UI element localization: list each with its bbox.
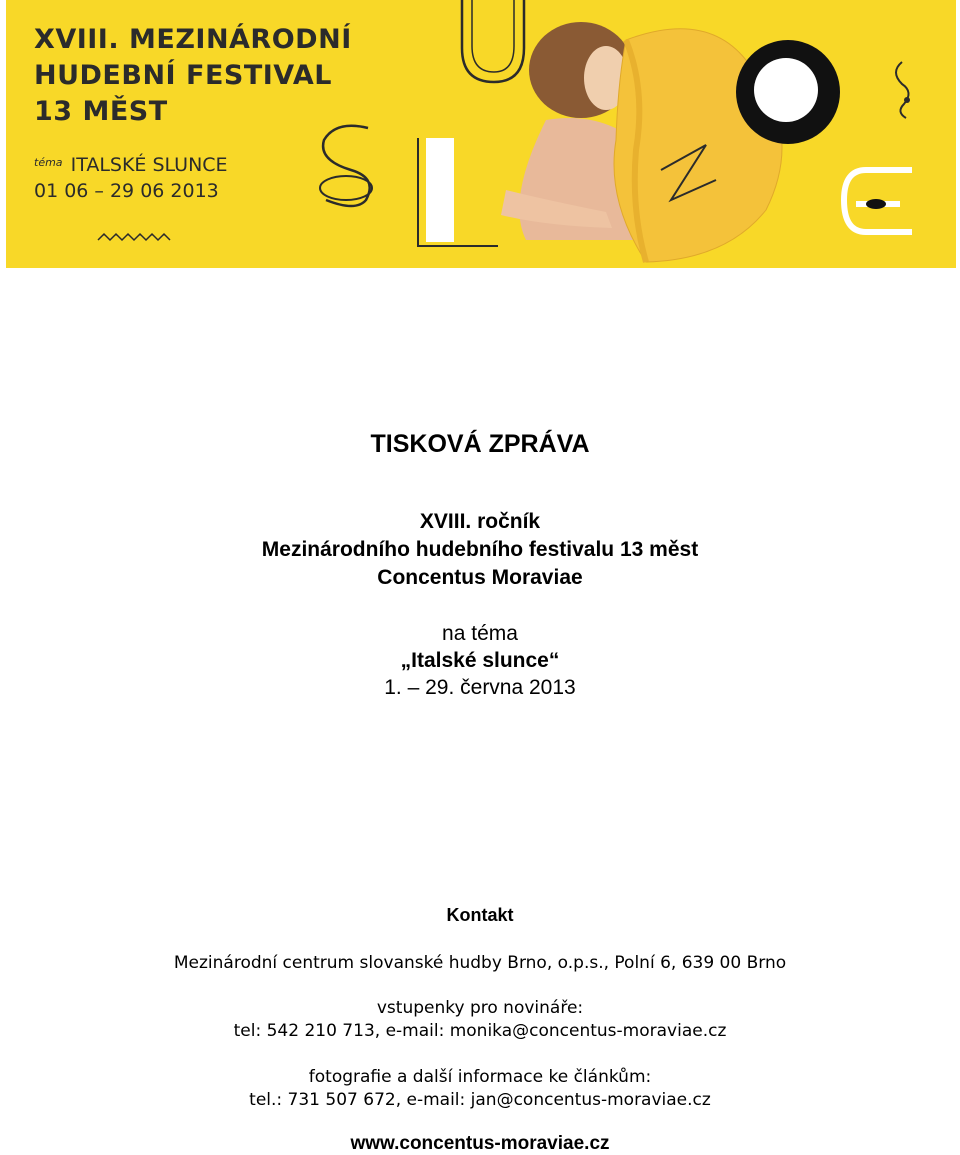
treble-clef-dot [904,97,910,103]
theme-name: „Italské slunce“ [400,649,560,672]
banner-title-line: XVIII. MEZINÁRODNÍ [34,24,352,55]
theme-intro: na téma [442,622,518,645]
banner-title-line: 13 MĚST [34,96,168,127]
photo-info-details: tel.: 731 507 672, e-mail: jan@concentus-moraviae.cz [249,1090,711,1110]
festival-theme [0,620,960,701]
photo-info-contact [0,1066,960,1112]
organization-text: Mezinárodní centrum slovanské hudby Brno, o.p.s., Polní 6, 639 00 Brno [173,953,787,973]
photo-info-label: fotografie a další informace ke článkům: [308,1067,652,1087]
contact-heading: Kontakt [446,905,514,925]
banner-theme-prefix: téma [34,156,63,169]
festival-dates: 1. – 29. června 2013 [384,676,576,699]
subtitle-line: XVIII. ročník [419,510,541,533]
letter-e-mark [866,199,886,209]
press-release-heading: TISKOVÁ ZPRÁVA [370,430,590,458]
subtitle-line: Mezinárodního hudebního festivalu 13 měst [261,538,699,561]
press-tickets-contact [0,997,960,1043]
banner-title [34,22,352,130]
press-tickets-details: tel: 542 210 713, e-mail: monika@concentus-moraviae.cz [233,1021,727,1041]
subtitle-line: Concentus Moraviae [377,566,583,589]
banner-theme [34,150,228,204]
website-link[interactable]: www.concentus-moraviae.cz [350,1133,610,1154]
festival-banner [6,0,956,268]
press-tickets-label: vstupenky pro novináře: [376,998,584,1018]
organization-address [0,952,960,975]
letter-l-fill [426,138,454,242]
festival-subtitle [0,508,960,592]
banner-theme-name: ITALSKÉ SLUNCE [70,154,228,176]
letter-o-hole [754,58,818,122]
banner-title-line: HUDEBNÍ FESTIVAL [34,60,332,91]
banner-dates: 01 06 – 29 06 2013 [34,180,219,202]
